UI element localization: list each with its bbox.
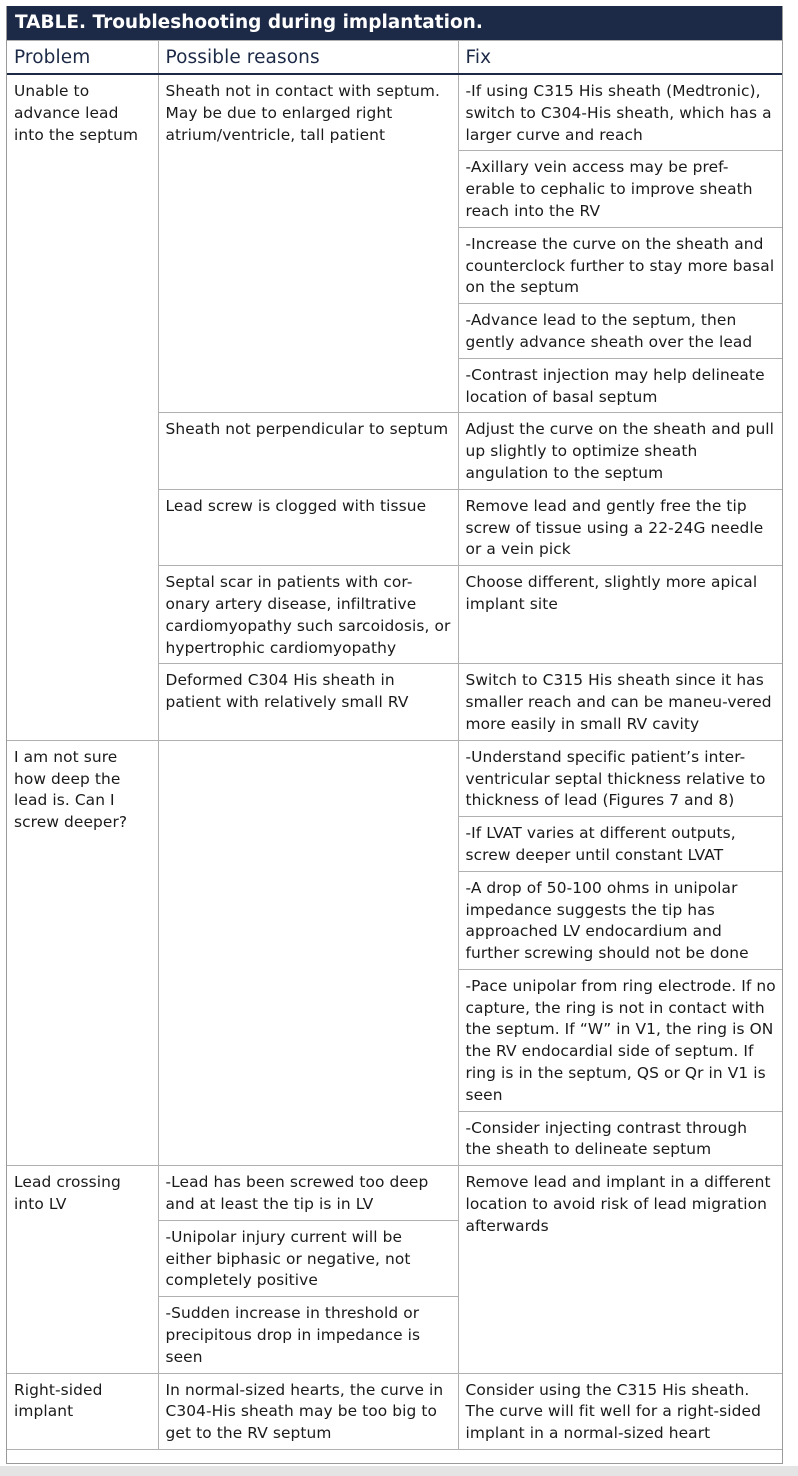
header-problem: Problem: [7, 41, 158, 75]
header-possible-reasons: Possible reasons: [158, 41, 458, 75]
table-row: [7, 740, 782, 816]
reason-cell: Sheath not in contact with septum. May be due to enlarged right atrium/ventricle, tall patient: [158, 74, 458, 413]
fix-cell: Remove lead and implant in a different location to avoid risk of lead migration afterwards: [458, 1166, 782, 1373]
reason-cell: Septal scar in patients with cor-onary artery disease, infiltrative cardiomyopathy such sarcoidosis, or hypertrophic cardiomyopathy: [158, 566, 458, 664]
reason-cell: In normal-sized hearts, the curve in C304-His sheath may be too big to get to the RV septum: [158, 1373, 458, 1449]
problem-cell: Lead crossing into LV: [7, 1166, 158, 1373]
problem-cell: I am not sure how deep the lead is. Can I screw deeper?: [7, 740, 158, 1166]
problem-cell: Unable to advance lead into the septum: [7, 74, 158, 740]
reason-cell: -Lead has been screwed too deep and at least the tip is in LV: [158, 1166, 458, 1221]
reason-cell: -Unipolar injury current will be either biphasic or negative, not completely positive: [158, 1220, 458, 1296]
reason-cell: -Sudden increase in threshold or precipitous drop in impedance is seen: [158, 1297, 458, 1373]
fix-cell: -If using C315 His sheath (Medtronic), switch to C304-His sheath, which has a larger curve and reach: [458, 74, 782, 151]
bottom-shade: [0, 1466, 798, 1476]
fix-cell: -If LVAT varies at different outputs, screw deeper until constant LVAT: [458, 817, 782, 872]
fix-cell: Switch to C315 His sheath since it has smaller reach and can be maneu-vered more easily in small RV cavity: [458, 664, 782, 740]
reason-cell: Sheath not perpendicular to septum: [158, 413, 458, 489]
header-row: [7, 41, 782, 75]
fix-cell: -Pace unipolar from ring electrode. If no capture, the ring is not in contact with the septum. If “W” in V1, the ring is ON the RV endocardial side of septum. If ring is in the septum, QS or Qr in V1 is seen: [458, 969, 782, 1111]
fix-cell: -Advance lead to the septum, then gently advance sheath over the lead: [458, 304, 782, 359]
reason-cell: Deformed C304 His sheath in patient with relatively small RV: [158, 664, 458, 740]
header-fix: Fix: [458, 41, 782, 75]
fix-cell: Consider using the C315 His sheath. The curve will fit well for a right-sided implant in a normal-sized heart: [458, 1373, 782, 1449]
fix-cell: -Axillary vein access may be pref-erable to cephalic to improve sheath reach into the RV: [458, 151, 782, 227]
fix-cell: -Increase the curve on the sheath and counterclock further to stay more basal on the septum: [458, 227, 782, 303]
fix-cell: -A drop of 50-100 ohms in unipolar impedance suggests the tip has approached LV endocardium and further screwing should not be done: [458, 871, 782, 969]
fix-cell: -Understand specific patient’s inter-ventricular septal thickness relative to thickness of lead (Figures 7 and 8): [458, 740, 782, 816]
table-title: TABLE. Troubleshooting during implantation.: [7, 6, 782, 40]
troubleshooting-table: [7, 40, 782, 1450]
fix-cell: Remove lead and gently free the tip screw of tissue using a 22-24G needle or a vein pick: [458, 489, 782, 565]
reason-cell: [158, 740, 458, 1166]
troubleshooting-table-card: [6, 6, 783, 1464]
fix-cell: -Contrast injection may help delineate location of basal septum: [458, 358, 782, 413]
problem-cell: Right-sided implant: [7, 1373, 158, 1449]
fix-cell: -Consider injecting contrast through the sheath to delineate septum: [458, 1111, 782, 1166]
table-row: [7, 74, 782, 151]
table-row: [7, 1373, 782, 1449]
fix-cell: Adjust the curve on the sheath and pull up slightly to optimize sheath angulation to the septum: [458, 413, 782, 489]
fix-cell: Choose different, slightly more apical implant site: [458, 566, 782, 664]
reason-cell: Lead screw is clogged with tissue: [158, 489, 458, 565]
table-row: [7, 1166, 782, 1221]
